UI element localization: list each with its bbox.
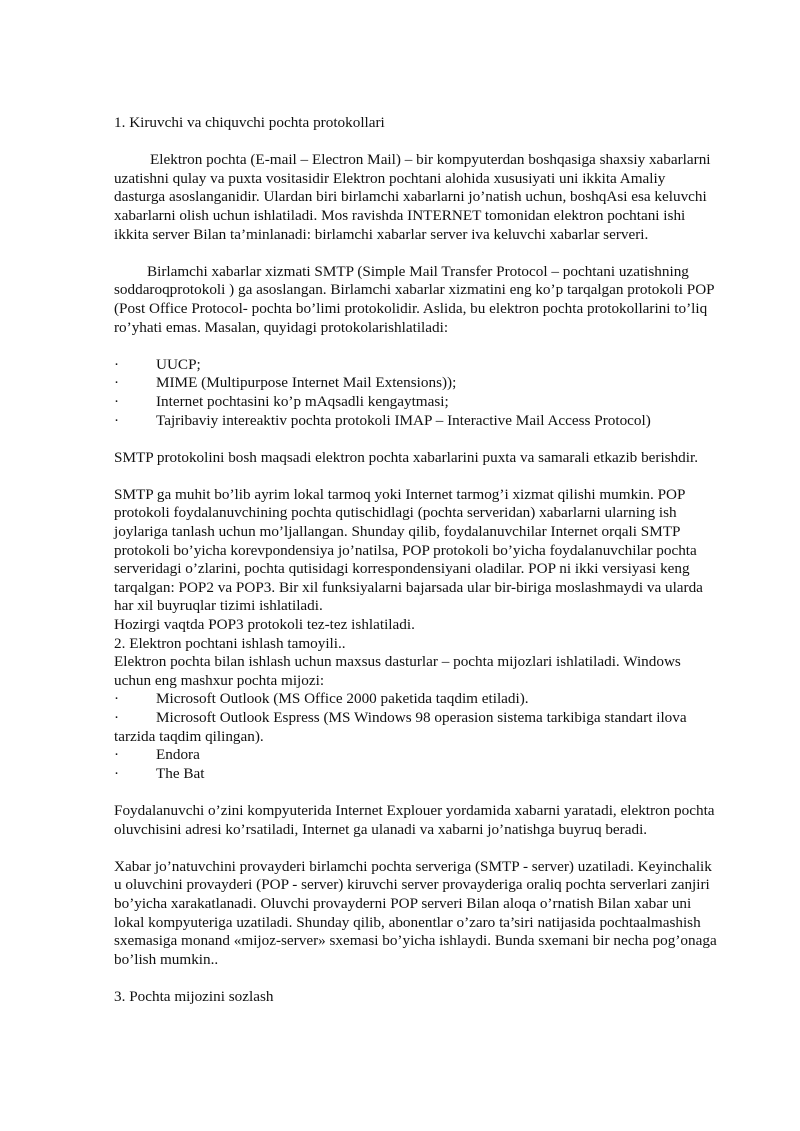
paragraph-smtp-pop: Birlamchi xabarlar xizmati SMTP (Simple Mail Transfer Protocol – pochtani uzatishning soddaroqprotokoli ) ga asoslangan. Birlamchi xabarlar xizmatini eng ko’p tarqalgan protokoli POP (Post Office Protocol- pochta bo’limi protokolidir. Aslida, bu elektron pochta protokollarini to’liq ro’yhati emas. Masalan, quyidagi protokolarishlatiladi: [114, 262, 715, 336]
paragraph-pop3-usage: Hozirgi vaqtda POP3 protokoli tez-tez ishlatiladi. [114, 616, 415, 634]
list-item: · Tajribaviy intereaktiv pochta protokoli IMAP – Interactive Mail Access Protocol) [114, 411, 651, 429]
bullet-icon: · [114, 690, 120, 708]
paragraph-sending-message: Foydalanuvchi o’zini kompyuterida Internet Explouer yordamida xabarni yaratadi, elektron pochta oluvchisini adresi ko’rsatiladi, Internet ga ulanadi va xabarni jo’natishga buyruq beradi. [114, 801, 715, 838]
bullet-icon: · [114, 764, 120, 782]
bullet-icon: · [114, 746, 120, 764]
protocol-list [114, 356, 720, 430]
list-item: · Microsoft Outlook (MS Office 2000 paketida taqdim etiladi). [114, 690, 529, 708]
section-1-heading: 1. Kiruvchi va chiquvchi pochta protokollari [114, 114, 385, 131]
list-item: · Microsoft Outlook Espress (MS Windows 98 operasion sistema tarkibiga standart ilova tarzida taqdim qilingan). [114, 709, 687, 745]
bullet-icon: · [114, 709, 120, 726]
list-item: · The Bat [114, 764, 205, 782]
list-item: · UUCP; [114, 355, 201, 373]
paragraph-smtp-goal: SMTP protokolini bosh maqsadi elektron pochta xabarlarini puxta va samarali etkazib berishdir. [114, 448, 699, 466]
paragraph-email-intro: Elektron pochta (E-mail – Electron Mail) – bir kompyuterdan boshqasiga shaxsiy xabarlarni uzatishni qulay va puxta vositasidir Elektron pochtani alohida xususiyati uni ikkita Amaliy dasturga asoslanganidir. Ulardan biri birlamchi xabarlarni jo’natish uchun, boshqAsi esa keluvchi xabarlarni olish uchun ishlatiladi. Mos ravishda INTERNET tomonidan elektron pochtani ishi ikkita server Bilan ta’minlanadi: birlamchi xabarlar server iva keluvchi xabarlar serveri. [114, 151, 711, 243]
list-item: · MIME (Multipurpose Internet Mail Extensions)); [114, 374, 457, 392]
client-list [114, 690, 720, 783]
paragraph-mail-clients: Elektron pochta bilan ishlash uchun maxsus dasturlar – pochta mijozlari ishlatiladi. Windows uchun eng mashxur pochta mijozi: [114, 653, 681, 689]
list-item: · Internet pochtasini ko’p mAqsadli kengaytmasi; [114, 392, 449, 410]
bullet-icon: · [114, 392, 120, 410]
list-item: · Endora [114, 746, 200, 764]
paragraph-pop-versions: SMTP ga muhit bo’lib ayrim lokal tarmoq yoki Internet tarmog’i xizmat qilishi mumkin. POP protokoli foydalanuvchining pochta qutischidlagi (pochta serveridan) xabarlarni ularning ish joylariga tanlash uchun mo’ljallangan. Shunday qilib, foydalanuvchilar Internet orqali SMTP protokoli bo’yicha korevpondensiya jo’natilsa, POP protokoli bo’yicha foydalanuvchilar pochta serveridagi o’zlarini, pochta qutisidagi korrespondensiyani oladilar. POP ni ikki versiyasi keng tarqalgan: POP2 va POP3. Bir xil funksiyalarni bajarsada ular bir-biriga moslashmaydi va ularda har xil buyruqlar tizimi ishlatiladi. [114, 485, 703, 615]
bullet-icon: · [114, 355, 120, 373]
bullet-icon: · [114, 411, 120, 429]
section-2-heading: 2. Elektron pochtani ishlash tamoyili.. [114, 634, 346, 652]
paragraph-client-server: Xabar jo’natuvchini provayderi birlamchi pochta serveriga (SMTP - server) uzatiladi. Keyinchalik u oluvchini provayderi (POP - server) kiruvchi server provayderiga oraliq pochta serverlari zanjiri bo’yicha xarakatlanadi. Oluvchi provayderni POP serveri Bilan aloqa o’rnatish Bilan xabar uni lokal kompyuteriga uzatiladi. Shunday qilib, abonentlar o’zaro ta’siri natijasida pochtaalmashish sxemasiga monand «mijoz-server» sxemasi bo’yicha ishlaydi. Bunda sxemani bir necha pog’onaga bo’lish mumkin.. [114, 857, 717, 968]
bullet-icon: · [114, 374, 120, 392]
section-3-heading: 3. Pochta mijozini sozlash [114, 987, 274, 1005]
